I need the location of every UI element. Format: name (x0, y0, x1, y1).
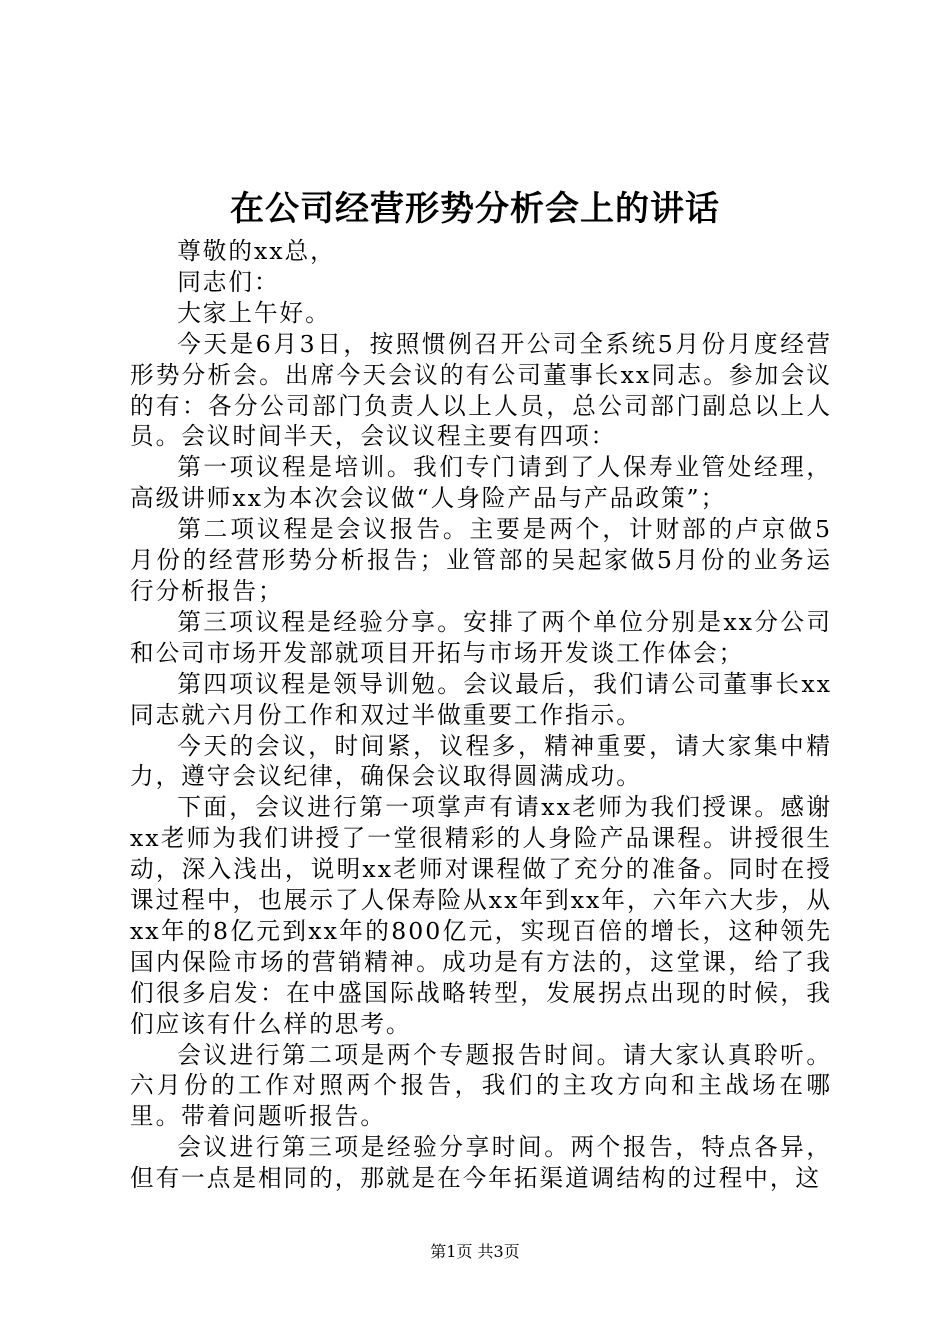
greeting-paragraph: 大家上午好。 (177, 298, 331, 327)
body-paragraph: 会议进行第二项是两个专题报告时间。请大家认真聆听。六月份的工作对照两个报告，我们的主攻方向和主战场在哪里。带着问题听报告。 (130, 1040, 832, 1131)
body-paragraph: 第三项议程是经验分享。安排了两个单位分别是xx分公司和公司市场开发部就项目开拓与市场开发谈工作体会； (130, 607, 832, 667)
body-paragraph: 今天的会议，时间紧，议程多，精神重要，请大家集中精力，遵守会议纪律，确保会议取得圆满成功。 (130, 731, 832, 791)
body-paragraph: 第四项议程是领导训勉。会议最后，我们请公司董事长xx同志就六月份工作和双过半做重要工作指示。 (130, 669, 832, 729)
document-title: 在公司经营形势分析会上的讲话 (230, 189, 720, 229)
page-footer: 第1页 共3页 (430, 1242, 520, 1261)
body-paragraph: 会议进行第三项是经验分享时间。两个报告，特点各异，但有一点是相同的，那就是在今年拓渠道调结构的过程中，这 (130, 1133, 832, 1193)
body-paragraph: 第二项议程是会议报告。主要是两个，计财部的卢京做5月份的经营形势分析报告；业管部的吴起家做5月份的业务运行分析报告； (130, 515, 832, 605)
salutation-paragraph: 尊敬的xx总， (177, 237, 336, 265)
document-body (130, 236, 832, 1194)
body-paragraph: 第一项议程是培训。我们专门请到了人保寿业管处经理，高级讲师xx为本次会议做“人身险产品与产品政策”； (130, 453, 832, 513)
body-paragraph: 下面，会议进行第一项掌声有请xx老师为我们授课。感谢xx老师为我们讲授了一堂很精彩的人身险产品课程。讲授很生动，深入浅出，说明xx老师对课程做了充分的准备。同时在授课过程中，也展示了人保寿险从xx年到xx年，六年六大步，从xx年的8亿元到xx年的800亿元，实现百倍的增长，这种领先国内保险市场的营销精神。成功是有方法的，这堂课，给了我们很多启发：在中盛国际战略转型，发展拐点出现的时候，我们应该有什么样的思考。 (130, 793, 832, 1038)
body-paragraph: 今天是6月3日，按照惯例召开公司全系统5月份月度经营形势分析会。出席今天会议的有公司董事长xx同志。参加会议的有：各分公司部门负责人以上人员，总公司部门副总以上人员。会议时间半天，会议议程主要有四项： (130, 329, 832, 451)
salutation-paragraph: 同志们： (177, 267, 280, 296)
